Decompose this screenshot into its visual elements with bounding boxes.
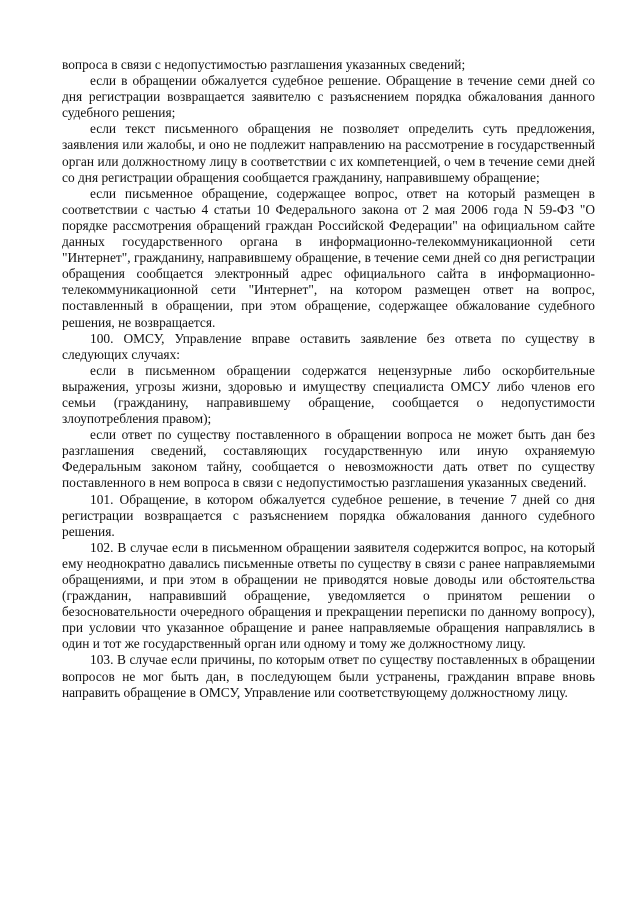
paragraph: если в обращении обжалуется судебное решение. Обращение в течение семи дней со дня регистрации возвращается заявителю с разъяснением порядка обжалования данного судебного решения; [62,73,595,121]
paragraph-100: 100. ОМСУ, Управление вправе оставить заявление без ответа по существу в следующих случаях: [62,330,595,362]
paragraph-103: 103. В случае если причины, по которым ответ по существу поставленных в обращении вопросов не мог быть дан, в последующем были устранены, гражданин вправе вновь направить обращение в ОМСУ, Управление или соответствующему должностному лицу. [62,652,595,700]
paragraph-102: 102. В случае если в письменном обращении заявителя содержится вопрос, на который ему неоднократно давались письменные ответы по существу в связи с ранее направляемыми обращениями, и при этом в обращении не приводятся новые доводы или обстоятельства (гражданин, направивший обращение, уведомляется о принятом решении о безосновательности очередного обращения и прекращении переписки по данному вопросу), при условии что указанное обращение и ранее направляемые обращения направлялись в один и тот же государственный орган или одному и тому же должностному лицу. [62,539,595,652]
document-page [62,57,595,701]
paragraph: если письменное обращение, содержащее вопрос, ответ на который размещен в соответствии с частью 4 статьи 10 Федерального закона от 2 мая 2006 года N 59-ФЗ "О порядке рассмотрения обращений граждан Российской Федерации" на официальном сайте данных государственного органа в информационно-телекоммуникационной сети "Интернет", гражданину, направившему обращение, в течение семи дней со дня регистрации обращения сообщается электронный адрес официального сайта в информационно-телекоммуникационной сети "Интернет", на котором размещен ответ на вопрос, поставленный в обращении, при этом обращение, содержащее обжалование судебного решения, не возвращается. [62,185,595,330]
paragraph: если в письменном обращении содержатся нецензурные либо оскорбительные выражения, угрозы жизни, здоровью и имуществу специалиста ОМСУ либо членов его семьи (гражданину, направившему обращение, сообщается о недопустимости злоупотребления правом); [62,362,595,427]
paragraph-101: 101. Обращение, в котором обжалуется судебное решение, в течение 7 дней со дня регистрации возвращается с разъяснением порядка обжалования данного судебного решения. [62,491,595,539]
paragraph: если ответ по существу поставленного в обращении вопроса не может быть дан без разглашения сведений, составляющих государственную или иную охраняемую Федеральным законом тайну, сообщается о невозможности дать ответ по существу поставленного в нем вопроса в связи с недопустимостью разглашения указанных сведений. [62,427,595,491]
paragraph: вопроса в связи с недопустимостью разглашения указанных сведений; [62,57,466,72]
paragraph: если текст письменного обращения не позволяет определить суть предложения, заявления или жалобы, и оно не подлежит направлению на рассмотрение в государственный орган или должностному лицу в соответствии с их компетенцией, о чем в течение семи дней со дня регистрации обращения сообщается гражданину, направившему обращение; [62,121,595,185]
